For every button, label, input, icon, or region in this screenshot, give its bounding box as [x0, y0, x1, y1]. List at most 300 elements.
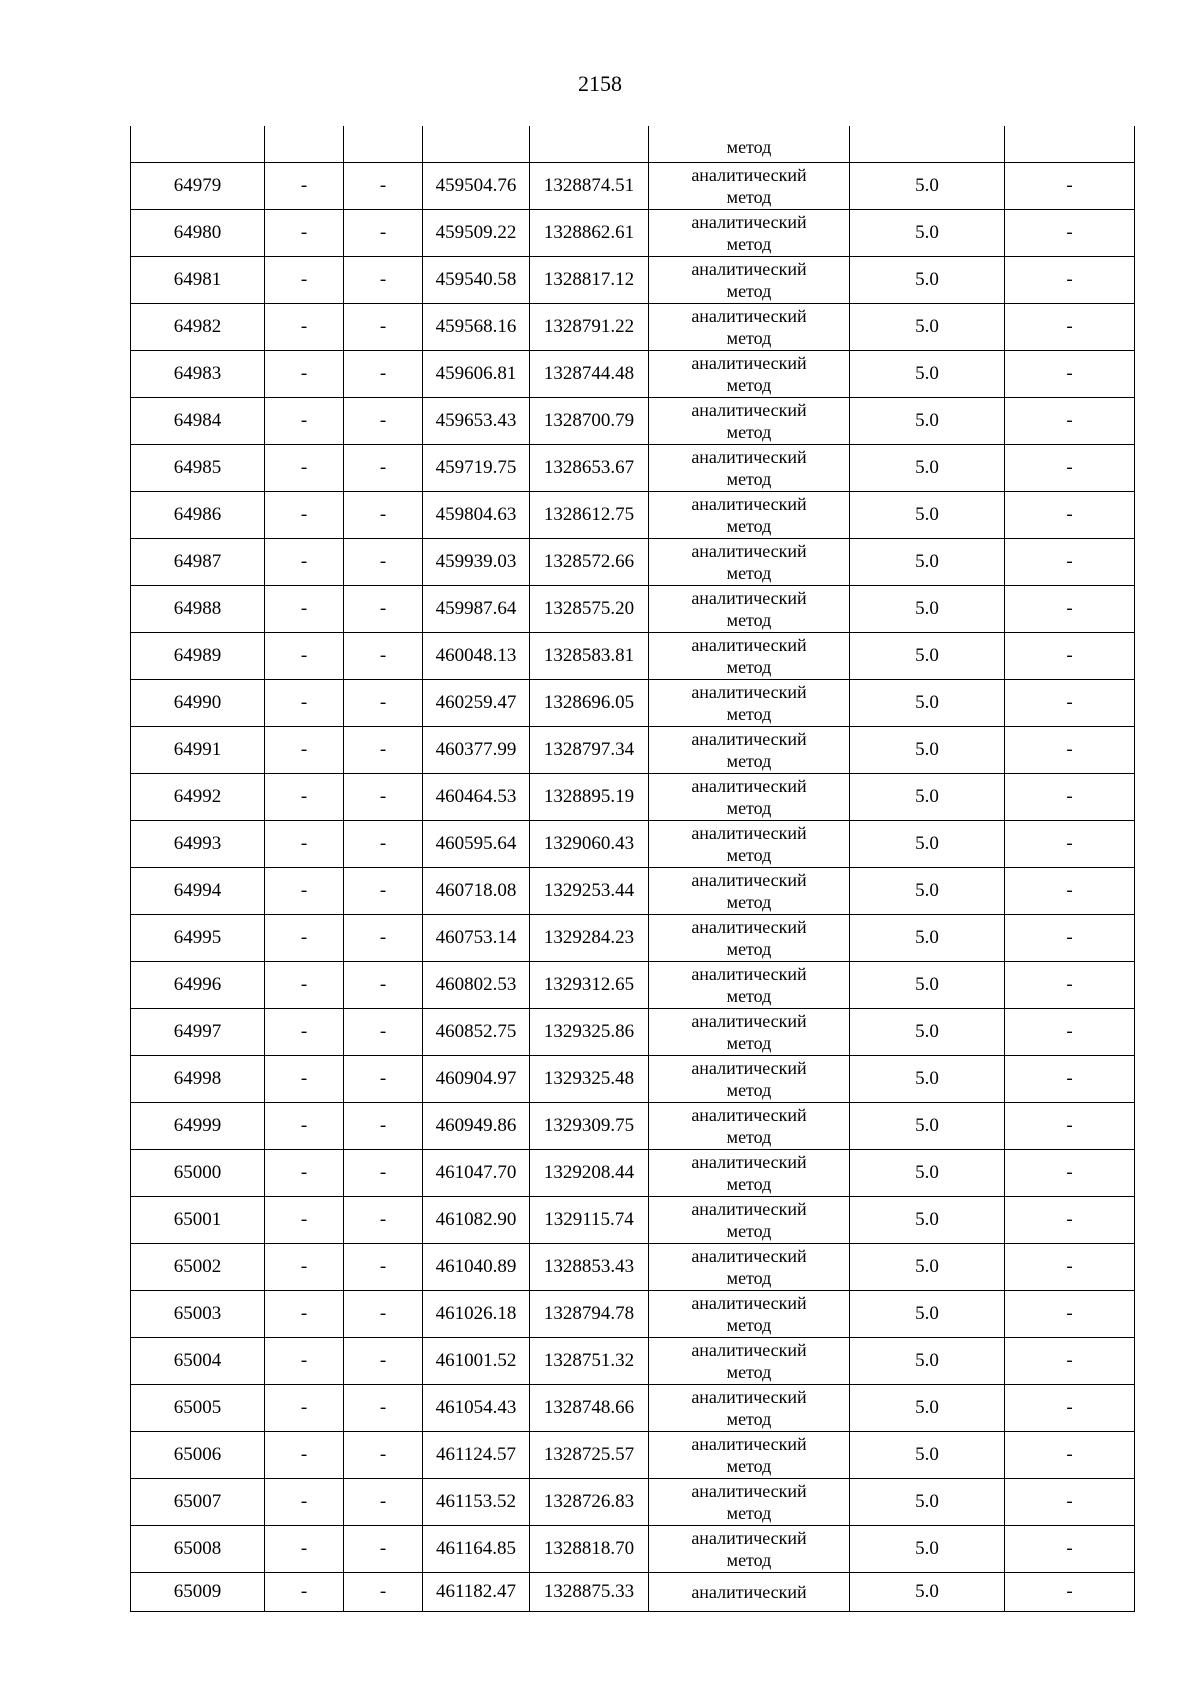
- method-text: метод: [726, 1080, 772, 1100]
- table-cell: -: [344, 1009, 423, 1056]
- method-cell: [649, 1244, 850, 1291]
- table-cell: -: [1005, 210, 1135, 257]
- table-row: [131, 351, 1135, 398]
- x-coordinate-cell: 460753.14: [423, 915, 530, 962]
- y-coordinate-cell: 1328895.19: [530, 774, 649, 821]
- x-coordinate-cell: 459804.63: [423, 492, 530, 539]
- y-coordinate-cell: 1329325.48: [530, 1056, 649, 1103]
- method-text: аналитический: [691, 1340, 807, 1360]
- point-number-cell: 64995: [131, 915, 265, 962]
- point-number-cell: 65002: [131, 1244, 265, 1291]
- table-cell: -: [1005, 257, 1135, 304]
- point-number-cell: 64993: [131, 821, 265, 868]
- table-cell: -: [344, 727, 423, 774]
- method-cell: [649, 257, 850, 304]
- x-coordinate-cell: 460949.86: [423, 1103, 530, 1150]
- table-row: [131, 633, 1135, 680]
- table-cell: -: [344, 1056, 423, 1103]
- table-row: [131, 1526, 1135, 1573]
- table-cell: -: [344, 915, 423, 962]
- accuracy-cell: 5.0: [850, 492, 1005, 539]
- table-cell: -: [265, 1150, 344, 1197]
- table-cell: -: [1005, 445, 1135, 492]
- point-number-cell: 65004: [131, 1338, 265, 1385]
- table-cell: -: [344, 445, 423, 492]
- coordinates-table: [130, 126, 1135, 1612]
- x-coordinate-cell: 459568.16: [423, 304, 530, 351]
- method-text: метод: [726, 845, 772, 865]
- table-cell: -: [344, 492, 423, 539]
- accuracy-cell: 5.0: [850, 1432, 1005, 1479]
- method-cell: [649, 1385, 850, 1432]
- table-row: [131, 445, 1135, 492]
- table-cell: -: [265, 680, 344, 727]
- method-text: аналитический: [691, 306, 807, 326]
- method-text: аналитический: [691, 917, 807, 937]
- accuracy-cell: 5.0: [850, 962, 1005, 1009]
- method-text: метод: [726, 1362, 772, 1382]
- method-text: аналитический: [691, 1199, 807, 1219]
- x-coordinate-cell: 460802.53: [423, 962, 530, 1009]
- y-coordinate-cell: 1328725.57: [530, 1432, 649, 1479]
- table-cell: -: [344, 1197, 423, 1244]
- point-number-cell: 64991: [131, 727, 265, 774]
- table-cell: -: [265, 915, 344, 962]
- method-text: аналитический: [691, 635, 807, 655]
- method-cell: [649, 1150, 850, 1197]
- table-cell: -: [265, 210, 344, 257]
- y-coordinate-cell: 1328794.78: [530, 1291, 649, 1338]
- accuracy-cell: 5.0: [850, 351, 1005, 398]
- table-row: [131, 915, 1135, 962]
- table-row: [131, 1338, 1135, 1385]
- y-coordinate-cell: 1328875.33: [530, 1573, 649, 1612]
- table-cell: -: [265, 1432, 344, 1479]
- point-number-cell: 65005: [131, 1385, 265, 1432]
- method-cell: [649, 445, 850, 492]
- y-coordinate-cell: 1328575.20: [530, 586, 649, 633]
- x-coordinate-cell: 460259.47: [423, 680, 530, 727]
- table-cell: -: [344, 821, 423, 868]
- table-cell: -: [265, 492, 344, 539]
- accuracy-cell: 5.0: [850, 1479, 1005, 1526]
- point-number-cell: 64989: [131, 633, 265, 680]
- x-coordinate-cell: 460595.64: [423, 821, 530, 868]
- table-cell: -: [1005, 1479, 1135, 1526]
- table-cell: -: [265, 351, 344, 398]
- point-number-cell: 64984: [131, 398, 265, 445]
- accuracy-cell: 5.0: [850, 821, 1005, 868]
- y-coordinate-cell: 1329284.23: [530, 915, 649, 962]
- table-cell: -: [265, 962, 344, 1009]
- method-text: метод: [726, 1456, 772, 1476]
- method-text: метод: [726, 1268, 772, 1288]
- y-coordinate-cell: 1328700.79: [530, 398, 649, 445]
- method-text: метод: [726, 704, 772, 724]
- accuracy-cell: 5.0: [850, 1338, 1005, 1385]
- table-cell: -: [1005, 539, 1135, 586]
- table-cell: -: [265, 1244, 344, 1291]
- point-number-cell: 64997: [131, 1009, 265, 1056]
- method-text: аналитический: [691, 165, 807, 185]
- accuracy-cell: 5.0: [850, 1573, 1005, 1612]
- y-coordinate-cell: 1328583.81: [530, 633, 649, 680]
- point-number-cell: 64987: [131, 539, 265, 586]
- table-cell: -: [344, 1103, 423, 1150]
- method-cell: [649, 304, 850, 351]
- accuracy-cell: 5.0: [850, 586, 1005, 633]
- point-number-cell: 65008: [131, 1526, 265, 1573]
- method-text: аналитический: [691, 1058, 807, 1078]
- table-cell: -: [265, 586, 344, 633]
- table-row: [131, 1197, 1135, 1244]
- method-text: аналитический: [691, 447, 807, 467]
- y-coordinate-cell: 1329325.86: [530, 1009, 649, 1056]
- x-coordinate-cell: 461026.18: [423, 1291, 530, 1338]
- method-text: аналитический: [691, 1152, 807, 1172]
- method-text: метод: [726, 375, 772, 395]
- x-coordinate-cell: 461164.85: [423, 1526, 530, 1573]
- accuracy-cell: 5.0: [850, 727, 1005, 774]
- x-coordinate-cell: 459540.58: [423, 257, 530, 304]
- x-coordinate-cell: 460464.53: [423, 774, 530, 821]
- x-coordinate-cell: 459719.75: [423, 445, 530, 492]
- method-cell: [649, 1056, 850, 1103]
- method-text: аналитический: [691, 1011, 807, 1031]
- method-text: аналитический: [691, 494, 807, 514]
- table-row: [131, 1103, 1135, 1150]
- method-text: метод: [726, 1409, 772, 1429]
- table-cell: -: [344, 586, 423, 633]
- method-text: метод: [726, 939, 772, 959]
- continuation-row: [131, 126, 1135, 163]
- point-number-cell: 65006: [131, 1432, 265, 1479]
- table-cell: -: [1005, 727, 1135, 774]
- method-text: аналитический: [691, 1582, 807, 1602]
- method-cell: [649, 1338, 850, 1385]
- point-number-cell: 65000: [131, 1150, 265, 1197]
- y-coordinate-cell: 1329115.74: [530, 1197, 649, 1244]
- accuracy-cell: 5.0: [850, 680, 1005, 727]
- method-text: аналитический: [691, 541, 807, 561]
- table-cell: -: [1005, 1432, 1135, 1479]
- table-row: [131, 1385, 1135, 1432]
- method-cell: [649, 962, 850, 1009]
- table-cell: -: [265, 163, 344, 210]
- method-cell: [649, 1573, 850, 1612]
- method-text: метод: [726, 422, 772, 442]
- point-number-cell: 64985: [131, 445, 265, 492]
- y-coordinate-cell: 1328862.61: [530, 210, 649, 257]
- y-coordinate-cell: 1328572.66: [530, 539, 649, 586]
- method-text: метод: [726, 234, 772, 254]
- table-cell: -: [265, 1526, 344, 1573]
- point-number-cell: 64986: [131, 492, 265, 539]
- x-coordinate-cell: 461054.43: [423, 1385, 530, 1432]
- table-cell: -: [1005, 1244, 1135, 1291]
- table-row: [131, 727, 1135, 774]
- method-text: аналитический: [691, 1481, 807, 1501]
- accuracy-cell: 5.0: [850, 257, 1005, 304]
- table-cell: -: [1005, 1009, 1135, 1056]
- table-cell: -: [344, 398, 423, 445]
- point-number-cell: 65009: [131, 1573, 265, 1612]
- table-row: [131, 680, 1135, 727]
- point-number-cell: 64996: [131, 962, 265, 1009]
- table-cell: -: [265, 1479, 344, 1526]
- method-text: аналитический: [691, 729, 807, 749]
- table-cell: -: [1005, 398, 1135, 445]
- table-row: [131, 1479, 1135, 1526]
- table-cell: -: [1005, 868, 1135, 915]
- point-number-cell: 64998: [131, 1056, 265, 1103]
- method-cell: [649, 586, 850, 633]
- table-cell: -: [1005, 821, 1135, 868]
- table-row: [131, 821, 1135, 868]
- method-cell: [649, 633, 850, 680]
- point-number-cell: 64979: [131, 163, 265, 210]
- table-cell: -: [344, 1479, 423, 1526]
- table-row: [131, 492, 1135, 539]
- method-text: метод: [726, 1033, 772, 1053]
- method-text: метод: [726, 328, 772, 348]
- table-cell: -: [1005, 163, 1135, 210]
- table-cell: -: [344, 1385, 423, 1432]
- x-coordinate-cell: 459509.22: [423, 210, 530, 257]
- method-text: аналитический: [691, 776, 807, 796]
- table-cell: -: [1005, 774, 1135, 821]
- point-number-cell: 64980: [131, 210, 265, 257]
- table-cell: -: [265, 398, 344, 445]
- method-text: метод: [726, 1550, 772, 1570]
- y-coordinate-cell: 1328612.75: [530, 492, 649, 539]
- table-row: [131, 1244, 1135, 1291]
- table-cell: -: [344, 1526, 423, 1573]
- accuracy-cell: 5.0: [850, 915, 1005, 962]
- point-number-cell: 65001: [131, 1197, 265, 1244]
- accuracy-cell: 5.0: [850, 774, 1005, 821]
- method-text: метод: [726, 563, 772, 583]
- table-row: [131, 304, 1135, 351]
- method-text: аналитический: [691, 870, 807, 890]
- x-coordinate-cell: 459653.43: [423, 398, 530, 445]
- x-coordinate-cell: 461001.52: [423, 1338, 530, 1385]
- method-text: аналитический: [691, 1528, 807, 1548]
- method-cell: [649, 210, 850, 257]
- table-cell: -: [265, 1291, 344, 1338]
- table-row: [131, 774, 1135, 821]
- table-cell: -: [265, 774, 344, 821]
- point-number-cell: 65007: [131, 1479, 265, 1526]
- method-text: аналитический: [691, 682, 807, 702]
- y-coordinate-cell: 1328653.67: [530, 445, 649, 492]
- x-coordinate-cell: 459504.76: [423, 163, 530, 210]
- table-row: [131, 257, 1135, 304]
- x-coordinate-cell: 460377.99: [423, 727, 530, 774]
- page-number: 2158: [578, 71, 622, 96]
- x-coordinate-cell: 460852.75: [423, 1009, 530, 1056]
- table-cell: -: [265, 1009, 344, 1056]
- table-row: [131, 210, 1135, 257]
- table-cell: -: [265, 257, 344, 304]
- method-cell: [649, 680, 850, 727]
- table-row: [131, 962, 1135, 1009]
- method-cell: [649, 1526, 850, 1573]
- table-cell: -: [265, 445, 344, 492]
- method-text: метод: [726, 1174, 772, 1194]
- table-cell: -: [344, 774, 423, 821]
- table-cell: -: [344, 351, 423, 398]
- method-cell: [649, 821, 850, 868]
- x-coordinate-cell: 459606.81: [423, 351, 530, 398]
- accuracy-cell: 5.0: [850, 398, 1005, 445]
- method-cell: [649, 1432, 850, 1479]
- method-text: аналитический: [691, 823, 807, 843]
- method-text: метод: [726, 892, 772, 912]
- table-cell: [131, 126, 265, 163]
- y-coordinate-cell: 1329312.65: [530, 962, 649, 1009]
- method-text: метод: [726, 516, 772, 536]
- table-cell: -: [344, 539, 423, 586]
- table-cell: -: [1005, 1338, 1135, 1385]
- accuracy-cell: 5.0: [850, 633, 1005, 680]
- x-coordinate-cell: 461082.90: [423, 1197, 530, 1244]
- table-cell: -: [1005, 1056, 1135, 1103]
- accuracy-cell: 5.0: [850, 1103, 1005, 1150]
- method-text: метод: [726, 469, 772, 489]
- table-cell: [1005, 126, 1135, 163]
- table-cell: -: [1005, 633, 1135, 680]
- x-coordinate-cell: 459987.64: [423, 586, 530, 633]
- table-row: [131, 163, 1135, 210]
- table-cell: [344, 126, 423, 163]
- table-row: [131, 539, 1135, 586]
- method-text: аналитический: [691, 400, 807, 420]
- x-coordinate-cell: 461124.57: [423, 1432, 530, 1479]
- method-text: аналитический: [691, 588, 807, 608]
- table-cell: -: [1005, 962, 1135, 1009]
- table-cell: -: [265, 1573, 344, 1612]
- accuracy-cell: 5.0: [850, 1056, 1005, 1103]
- table-cell: [850, 126, 1005, 163]
- point-number-cell: 65003: [131, 1291, 265, 1338]
- x-coordinate-cell: 461047.70: [423, 1150, 530, 1197]
- method-text: метод: [726, 1221, 772, 1241]
- x-coordinate-cell: 460048.13: [423, 633, 530, 680]
- method-cell: [649, 915, 850, 962]
- accuracy-cell: 5.0: [850, 868, 1005, 915]
- accuracy-cell: 5.0: [850, 304, 1005, 351]
- point-number-cell: 64982: [131, 304, 265, 351]
- table-cell: -: [1005, 492, 1135, 539]
- table-row: [131, 398, 1135, 445]
- table-cell: -: [1005, 304, 1135, 351]
- table-cell: -: [265, 821, 344, 868]
- y-coordinate-cell: 1328874.51: [530, 163, 649, 210]
- x-coordinate-cell: 459939.03: [423, 539, 530, 586]
- point-number-cell: 64992: [131, 774, 265, 821]
- table-cell: [423, 126, 530, 163]
- table-cell: [530, 126, 649, 163]
- table-row: [131, 1291, 1135, 1338]
- y-coordinate-cell: 1328748.66: [530, 1385, 649, 1432]
- table-cell: -: [1005, 1150, 1135, 1197]
- y-coordinate-cell: 1328726.83: [530, 1479, 649, 1526]
- table-cell: -: [1005, 680, 1135, 727]
- method-text: метод: [726, 1127, 772, 1147]
- method-cell: [649, 163, 850, 210]
- accuracy-cell: 5.0: [850, 1009, 1005, 1056]
- x-coordinate-cell: 460904.97: [423, 1056, 530, 1103]
- method-cell: [649, 727, 850, 774]
- y-coordinate-cell: 1328853.43: [530, 1244, 649, 1291]
- table-cell: -: [265, 1197, 344, 1244]
- table-cell: -: [265, 1385, 344, 1432]
- method-cell: [649, 1103, 850, 1150]
- accuracy-cell: 5.0: [850, 539, 1005, 586]
- method-text: аналитический: [691, 1105, 807, 1125]
- y-coordinate-cell: 1328817.12: [530, 257, 649, 304]
- table-row: [131, 1573, 1135, 1612]
- point-number-cell: 64983: [131, 351, 265, 398]
- table-cell: -: [265, 727, 344, 774]
- table-cell: -: [1005, 1385, 1135, 1432]
- y-coordinate-cell: 1328797.34: [530, 727, 649, 774]
- table-cell: -: [344, 1573, 423, 1612]
- table-cell: -: [1005, 351, 1135, 398]
- y-coordinate-cell: 1329253.44: [530, 868, 649, 915]
- table-cell: -: [344, 1150, 423, 1197]
- table-cell: -: [1005, 586, 1135, 633]
- point-number-cell: 64988: [131, 586, 265, 633]
- table-cell: -: [344, 257, 423, 304]
- method-text: аналитический: [691, 1246, 807, 1266]
- table-cell: -: [265, 633, 344, 680]
- table-cell: -: [1005, 1197, 1135, 1244]
- method-text: метод: [726, 1503, 772, 1523]
- y-coordinate-cell: 1329060.43: [530, 821, 649, 868]
- method-cell: [649, 492, 850, 539]
- accuracy-cell: 5.0: [850, 210, 1005, 257]
- y-coordinate-cell: 1328744.48: [530, 351, 649, 398]
- table-cell: -: [344, 1244, 423, 1291]
- accuracy-cell: 5.0: [850, 1291, 1005, 1338]
- table-row: [131, 586, 1135, 633]
- method-text: метод: [726, 137, 772, 157]
- table-cell: -: [344, 1338, 423, 1385]
- x-coordinate-cell: 460718.08: [423, 868, 530, 915]
- accuracy-cell: 5.0: [850, 1197, 1005, 1244]
- table-row: [131, 1150, 1135, 1197]
- table-cell: -: [344, 210, 423, 257]
- table-cell: -: [265, 304, 344, 351]
- accuracy-cell: 5.0: [850, 445, 1005, 492]
- method-cell: [649, 1009, 850, 1056]
- method-text: аналитический: [691, 212, 807, 232]
- method-cell: [649, 868, 850, 915]
- y-coordinate-cell: 1329309.75: [530, 1103, 649, 1150]
- table-cell: -: [344, 868, 423, 915]
- method-text: метод: [726, 610, 772, 630]
- method-cell: [649, 1291, 850, 1338]
- table-cell: -: [265, 1056, 344, 1103]
- y-coordinate-cell: 1328696.05: [530, 680, 649, 727]
- y-coordinate-cell: 1328791.22: [530, 304, 649, 351]
- table-cell: -: [344, 1291, 423, 1338]
- table-row: [131, 1432, 1135, 1479]
- accuracy-cell: 5.0: [850, 163, 1005, 210]
- table-row: [131, 1056, 1135, 1103]
